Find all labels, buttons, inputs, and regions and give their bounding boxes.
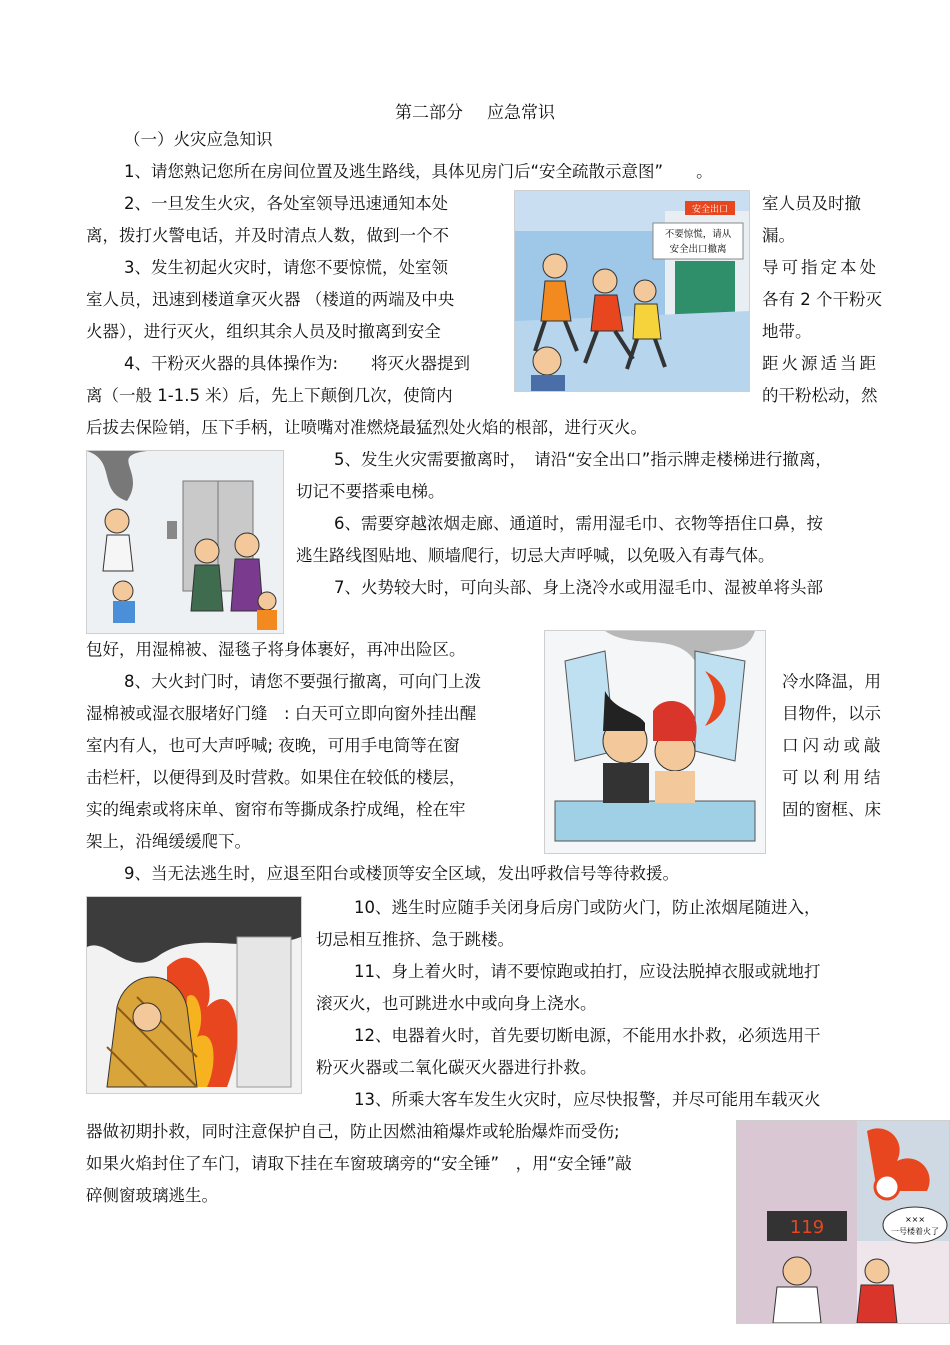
paragraph-4-line2: 离（一般 1-1.5 米）后，先上下颠倒几次，使筒内 <box>86 386 453 405</box>
paragraph-10: 10、逃生时应随手关闭身后房门或防火门，防止浓烟尾随进入， <box>354 898 821 917</box>
paragraph-3-right: 导可指定本处 <box>762 258 879 277</box>
paragraph-3-right3: 地带。 <box>762 322 812 341</box>
paragraph-11: 11、身上着火时，请不要惊跑或拍打，应设法脱掉衣服或就地打 <box>354 962 821 981</box>
page-title <box>0 98 950 123</box>
sign-text-1: 不要惊慌，请从 <box>664 229 732 240</box>
paragraph-2: 2、一旦发生火灾，各处室领导迅速通知本处 <box>124 194 448 213</box>
person-icon <box>191 539 223 611</box>
paragraph-13-line4: 碎侧窗玻璃逃生。 <box>86 1186 218 1205</box>
paragraph-4-line3: 后拔去保险销，压下手柄，让喷嘴对准燃烧最猛烈处火焰的根部，进行灭火。 <box>86 418 647 437</box>
paragraph-12: 12、电器着火时，首先要切断电源，不能用水扑救，必须选用干 <box>354 1026 821 1045</box>
paragraph-9: 9、当无法逃生时，应退至阳台或楼顶等安全区域，发出呼救信号等待救援。 <box>124 864 679 883</box>
speech-bubble-line2: 一号楼着火了 <box>891 1227 939 1236</box>
paragraph-2-right: 室人员及时撤 <box>762 194 861 213</box>
paragraph-8-right: 冷水降温，用 <box>782 672 881 691</box>
paragraph-10-line2: 切忌相互推挤、急于跳楼。 <box>316 930 514 949</box>
paragraph-5-line2: 切记不要搭乘电梯。 <box>296 482 445 501</box>
paragraph-3: 3、发生初起火灾时，请您不要惊慌，处室领 <box>124 258 448 277</box>
paragraph-1: 1、请您熟记您所在房间位置及逃生路线，具体见房门后“安全疏散示意图” 。 <box>124 162 713 181</box>
paragraph-8-line3: 室内有人，也可大声呼喊; 夜晚，可用手电筒等在窗 <box>86 736 460 755</box>
title-name: 应急常识 <box>487 103 555 123</box>
paragraph-8-right5: 固的窗框、床 <box>782 800 881 819</box>
fire-alarm-call-illustration <box>736 1120 950 1324</box>
paragraph-8-right4: 可以利用结 <box>782 768 885 787</box>
paragraph-4: 4、干粉灭火器的具体操作为: 将灭火器提到 <box>124 354 471 373</box>
exit-sign-text: 安全出口 <box>691 205 729 215</box>
paragraph-8-right3: 口闪动或敲 <box>782 736 885 755</box>
paragraph-13-line2: 器做初期扑救，同时注意保护自己，防止因燃油箱爆炸或轮胎爆炸而受伤; <box>86 1122 620 1141</box>
fire-call-number: 119 <box>789 1217 825 1238</box>
paragraph-4-right2: 的干粉松动，然 <box>762 386 878 405</box>
paragraph-2-right2: 漏。 <box>762 226 795 245</box>
paragraph-8: 8、大火封门时，请您不要强行撤离，可向门上泼 <box>124 672 481 691</box>
paragraph-7: 7、火势较大时，可向头部、身上浇冷水或用湿毛巾、湿被单将头部 <box>334 578 823 597</box>
paragraph-13-line3: 如果火焰封住了车门，请取下挂在车窗玻璃旁的“安全锤” ，用“安全锤”敲 <box>86 1154 632 1173</box>
section-heading: （一）火灾应急知识 <box>124 130 273 149</box>
paragraph-8-right2: 目物件，以示 <box>782 704 881 723</box>
paragraph-2-line2: 离，拨打火警电话，并及时清点人数，做到一个不 <box>86 226 449 245</box>
paragraph-3-right2: 各有 2 个干粉灭 <box>762 290 882 309</box>
blanket-escape-illustration <box>86 896 302 1094</box>
paragraph-6-line2: 逃生路线图贴地、顺墙爬行，切忌大声呼喊，以免吸入有毒气体。 <box>296 546 775 565</box>
paragraph-12-line2: 粉灭火器或二氧化碳灭火器进行扑救。 <box>316 1058 597 1077</box>
speech-bubble-line1: ××× <box>904 1215 926 1224</box>
person-icon <box>103 509 133 571</box>
elevator-illustration <box>86 450 284 634</box>
paragraph-6: 6、需要穿越浓烟走廊、通道时，需用湿毛巾、衣物等捂住口鼻，按 <box>334 514 823 533</box>
paragraph-8-line4: 击栏杆，以便得到及时营救。如果住在较低的楼层， <box>86 768 466 787</box>
paragraph-7-line2: 包好，用湿棉被、湿毯子将身体裹好，再冲出险区。 <box>86 640 466 659</box>
sign-text-2: 安全出口撤离 <box>669 244 727 255</box>
paragraph-13: 13、所乘大客车发生火灾时，应尽快报警，并尽可能用车载灭火 <box>354 1090 821 1109</box>
paragraph-5: 5、发生火灾需要撤离时， 请沿“安全出口”指示牌走楼梯进行撤离， <box>334 450 832 469</box>
paragraph-8-line6: 架上，沿绳缓缓爬下。 <box>86 832 251 851</box>
person-icon <box>653 701 697 803</box>
paragraph-8-line2: 湿棉被或湿衣服堵好门缝 : 白天可立即向窗外挂出醒 <box>86 704 477 723</box>
window-rescue-illustration <box>544 630 766 854</box>
paragraph-3-line2: 室人员，迅速到楼道拿灭火器 （楼道的两端及中央 <box>86 290 455 309</box>
paragraph-11-line2: 滚灭火，也可跳进水中或向身上浇水。 <box>316 994 597 1013</box>
paragraph-4-right: 距火源适当距 <box>762 354 879 373</box>
paragraph-8-line5: 实的绳索或将床单、窗帘布等撕成条拧成绳，栓在牢 <box>86 800 466 819</box>
paragraph-3-line3: 火器），进行灭火，组织其余人员及时撤离到安全 <box>86 322 441 341</box>
title-part: 第二部分 <box>395 103 463 123</box>
evacuation-illustration <box>514 190 750 392</box>
